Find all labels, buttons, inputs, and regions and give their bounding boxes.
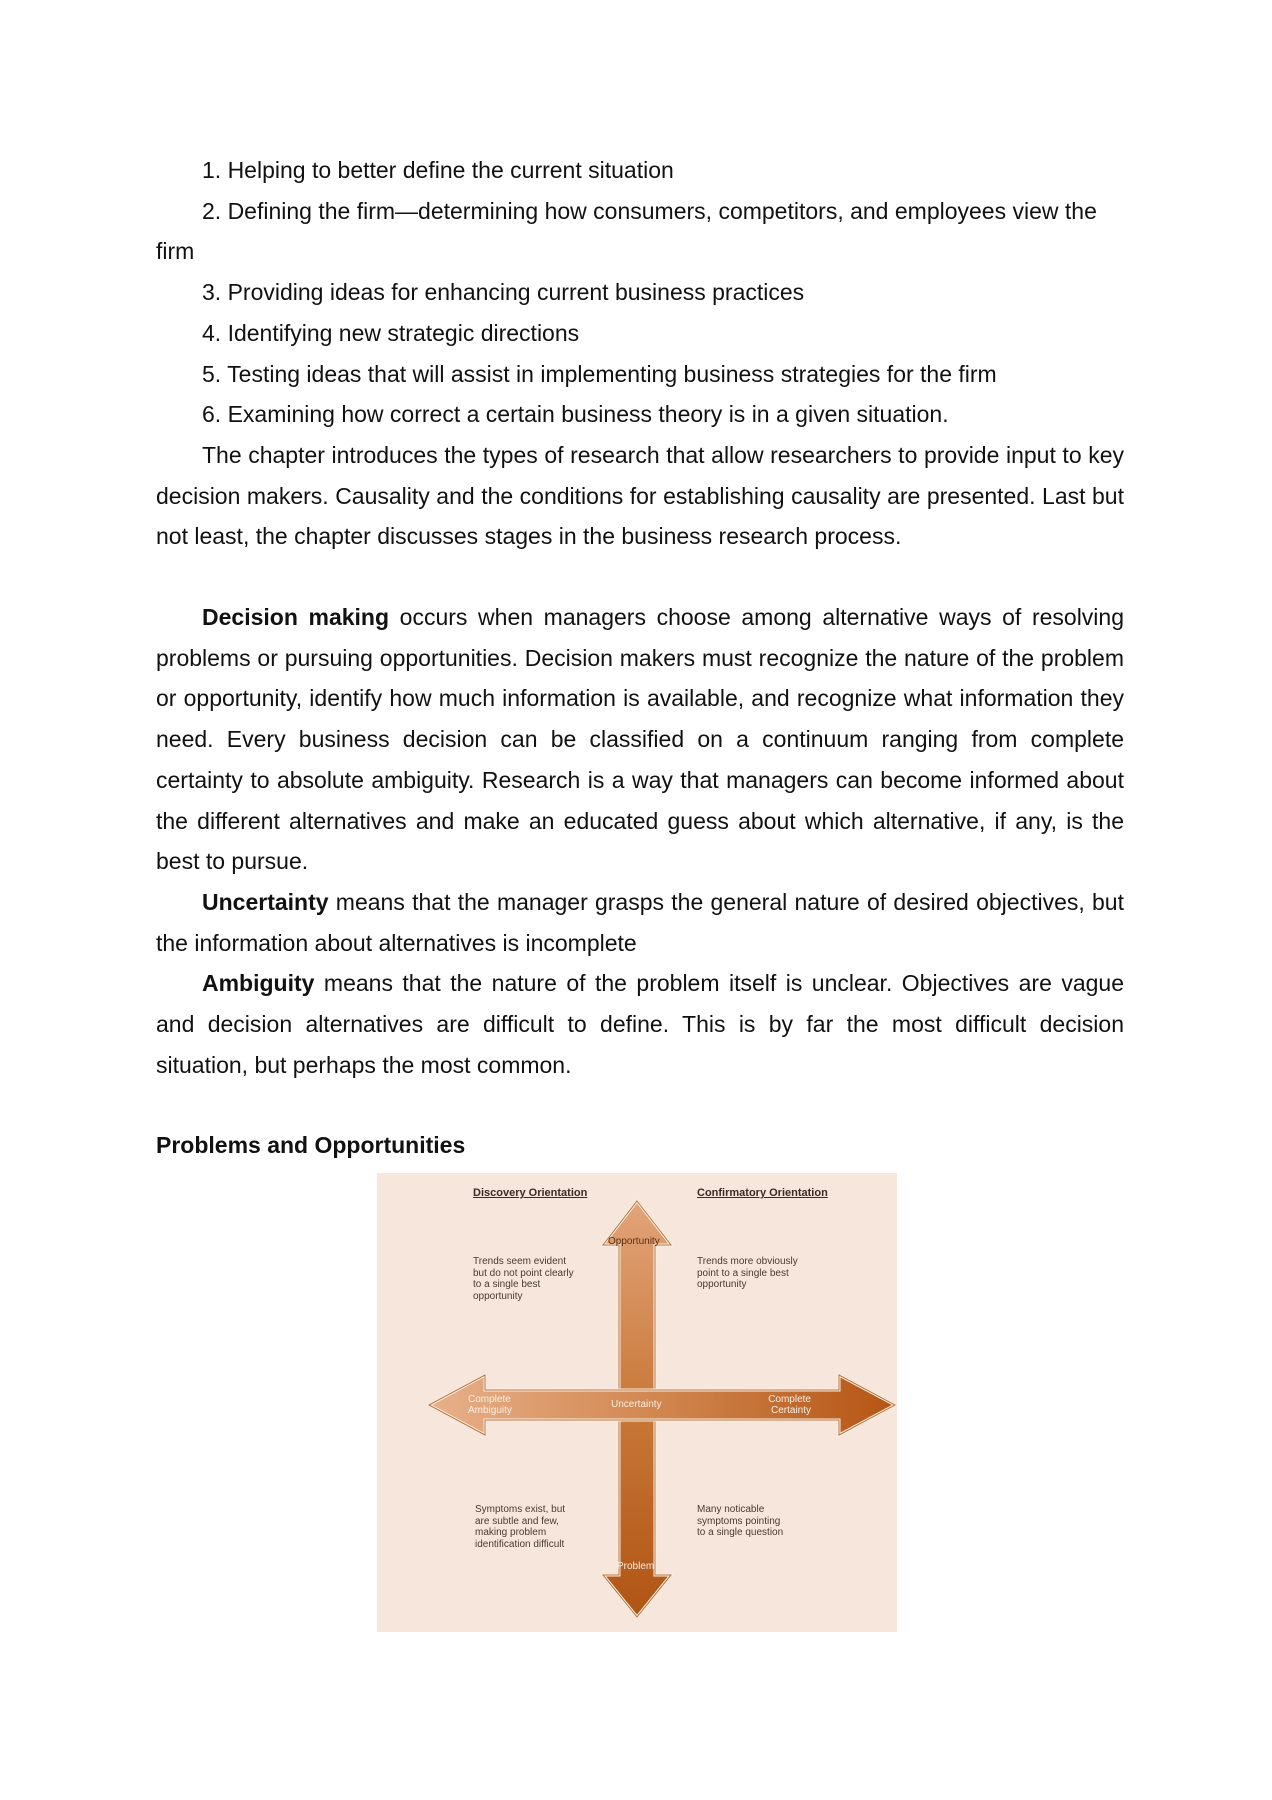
list-item: 6. Examining how correct a certain business theory is in a given situation. (202, 401, 949, 428)
document-body (156, 150, 1124, 1165)
top-right-quadrant-text: Trends more obviously point to a single best opportunity (697, 1256, 798, 1290)
list-item: 5. Testing ideas that will assist in implementing business strategies for the firm (202, 360, 997, 387)
list-item: 2. Defining the firm—determining how consumers, competitors, and employees view the firm (156, 197, 1097, 265)
list-item: 3. Providing ideas for enhancing current business practices (202, 279, 805, 306)
discovery-orientation-heading: Discovery Orientation (473, 1187, 588, 1199)
uncertainty-term: Uncertainty (202, 888, 329, 915)
complete-certainty-label: Complete Certainty (768, 1394, 811, 1416)
opportunity-label: Opportunity (608, 1236, 660, 1247)
problem-label: Problem (617, 1561, 655, 1572)
decision-making-text: occurs when managers choose among alternative ways of resolving problems or pursuing opportunities. Decision makers must recognize the nature of the problem or opportunity, identify how much information is available, and recognize what information they need. Every business decision can be classified on a continuum ranging from complete certainty to absolute ambiguity. Research is a way that managers can become informed about the different alternatives and make an educated guess about which alternative, if any, is the best to pursue. (156, 604, 1125, 875)
ambiguity-paragraph (156, 963, 1124, 1085)
uncertainty-label: Uncertainty (611, 1399, 662, 1410)
complete-ambiguity-label: Complete Ambiguity (468, 1394, 512, 1416)
bottom-left-quadrant-text: Symptoms exist, but are subtle and few, making problem identification difficult (475, 1504, 566, 1550)
decision-continuum-figure (377, 1173, 897, 1632)
list-item: 4. Identifying new strategic directions (202, 319, 580, 346)
decision-making-term: Decision making (202, 604, 390, 631)
uncertainty-text: means that the manager grasps the general nature of desired objectives, but the information about alternatives is incomplete (156, 888, 1124, 956)
decision-making-paragraph (156, 597, 1124, 882)
bottom-right-quadrant-text: Many noticable symptoms pointing to a single question (697, 1504, 784, 1538)
ambiguity-term: Ambiguity (202, 970, 315, 997)
confirmatory-orientation-heading: Confirmatory Orientation (697, 1187, 828, 1199)
top-left-quadrant-text: Trends seem evident but do not point clearly to a single best opportunity (473, 1256, 574, 1302)
section-heading: Problems and Opportunities (156, 1132, 466, 1159)
uncertainty-paragraph (156, 882, 1124, 963)
list-item: 1. Helping to better define the current situation (202, 157, 674, 183)
ambiguity-text: means that the nature of the problem itself is unclear. Objectives are vague and decision alternatives are difficult to define. This is by far the most difficult decision situation, but perhaps the most common. (156, 970, 1124, 1078)
intro-paragraph: The chapter introduces the types of research that allow researchers to provide input to key decision makers. Causality and the conditions for establishing causality are presented. Last but not least, the chapter discusses stages in the business research process. (156, 441, 1124, 550)
